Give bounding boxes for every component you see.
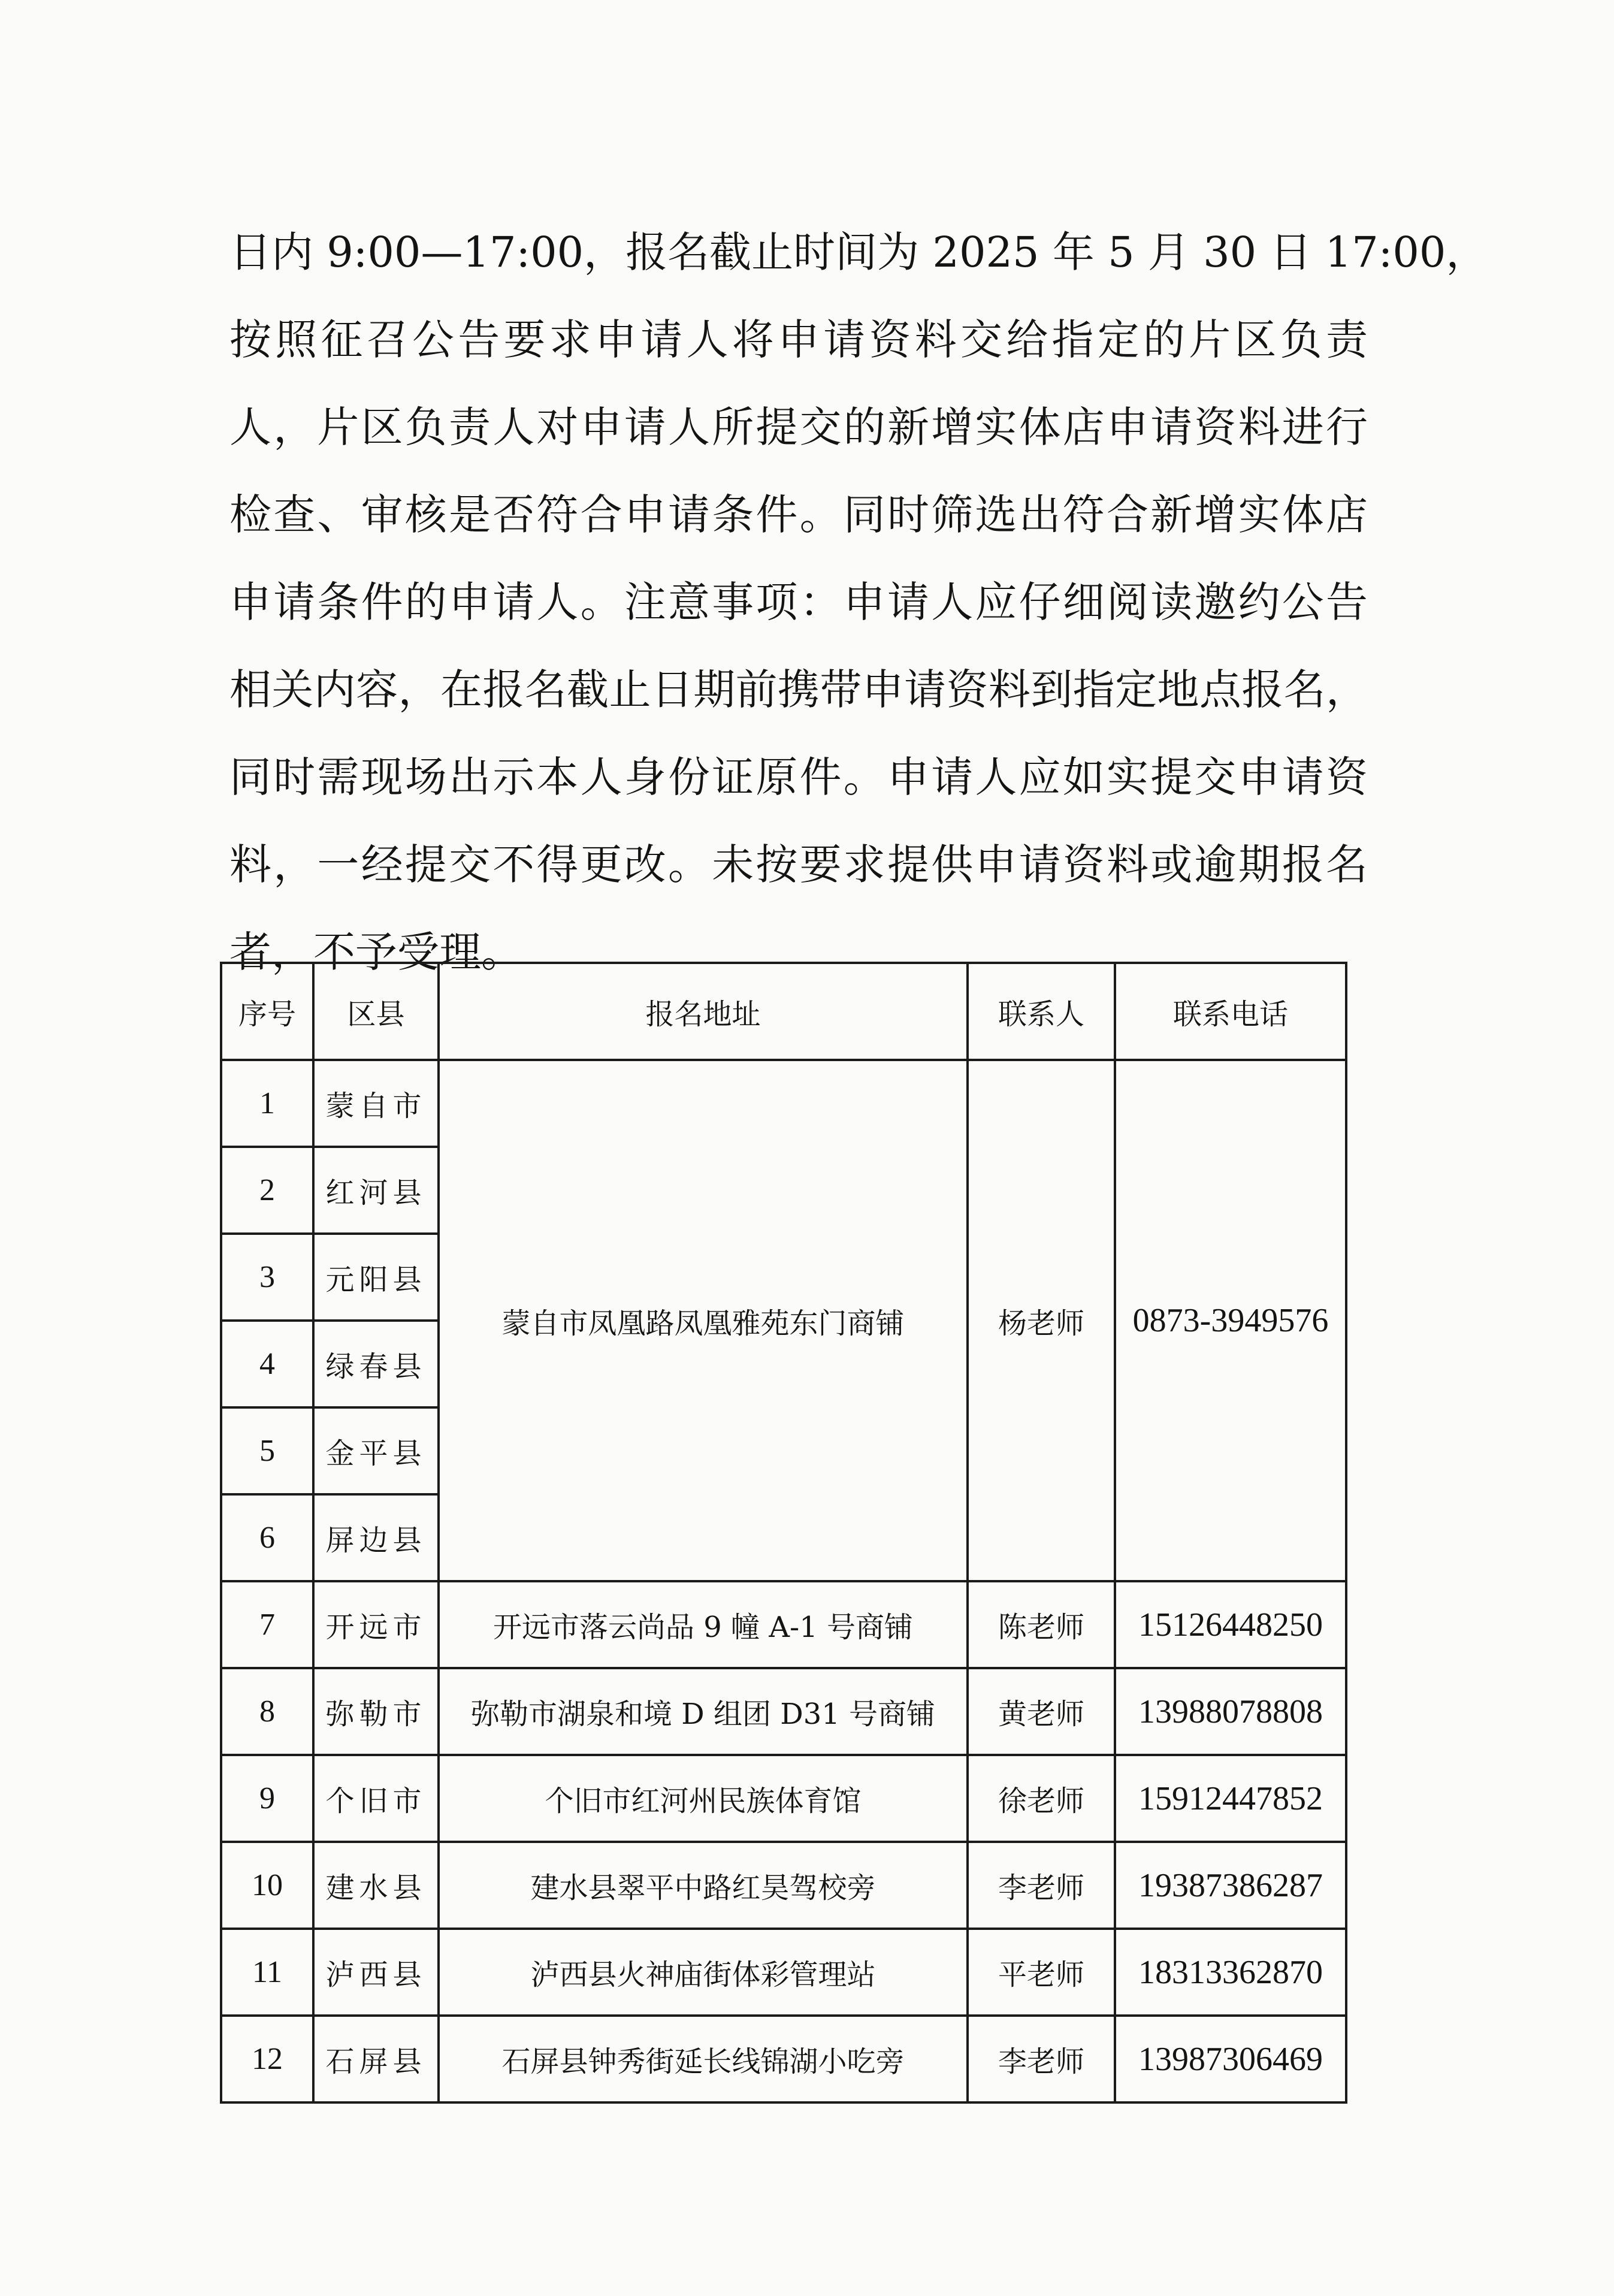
- row-contact: 黄老师: [968, 1668, 1115, 1755]
- signup-location-table: [220, 962, 1347, 2104]
- table-row: [221, 1755, 1346, 1842]
- header-county: 区县: [313, 963, 439, 1060]
- table-row: [221, 1668, 1346, 1755]
- table-row: [221, 1842, 1346, 1929]
- row-address: 建水县翠平中路红昊驾校旁: [439, 1842, 968, 1929]
- row-address: 弥勒市湖泉和境 D 组团 D31 号商铺: [439, 1668, 968, 1755]
- table-row: [221, 1060, 1346, 1147]
- row-address: 个旧市红河州民族体育馆: [439, 1755, 968, 1842]
- row-no: 9: [221, 1755, 313, 1842]
- row-no: 12: [221, 2016, 313, 2102]
- row-no: 10: [221, 1842, 313, 1929]
- header-no: 序号: [221, 963, 313, 1060]
- row-county: 绿春县: [313, 1321, 439, 1407]
- row-phone: 15912447852: [1115, 1755, 1346, 1842]
- row-no: 5: [221, 1407, 313, 1494]
- row-county: 元阳县: [313, 1234, 439, 1321]
- row-address: 开远市落云尚品 9 幢 A-1 号商铺: [439, 1581, 968, 1668]
- row-county: 弥勒市: [313, 1668, 439, 1755]
- row-contact: 徐老师: [968, 1755, 1115, 1842]
- shared-phone-cell: 0873-3949576: [1115, 1060, 1346, 1581]
- row-no: 8: [221, 1668, 313, 1755]
- row-address: 石屏县钟秀街延长线锦湖小吃旁: [439, 2016, 968, 2102]
- row-county: 金平县: [313, 1407, 439, 1494]
- row-county: 蒙自市: [313, 1060, 439, 1147]
- row-contact: 李老师: [968, 1842, 1115, 1929]
- row-contact: 平老师: [968, 1929, 1115, 2016]
- row-no: 1: [221, 1060, 313, 1147]
- paragraph-line: 相关内容，在报名截止日期前携带申请资料到指定地点报名，: [229, 665, 1368, 714]
- table-header-row: [221, 963, 1346, 1060]
- row-phone: 19387386287: [1115, 1842, 1346, 1929]
- paragraph-line: 料，一经提交不得更改。未按要求提供申请资料或逾期报名: [229, 840, 1368, 889]
- row-no: 6: [221, 1494, 313, 1581]
- row-address: 泸西县火神庙街体彩管理站: [439, 1929, 968, 2016]
- row-no: 7: [221, 1581, 313, 1668]
- row-no: 3: [221, 1234, 313, 1321]
- header-address: 报名地址: [439, 963, 968, 1060]
- row-no: 4: [221, 1321, 313, 1407]
- row-contact: 陈老师: [968, 1581, 1115, 1668]
- header-contact: 联系人: [968, 963, 1115, 1060]
- row-no: 2: [221, 1147, 313, 1234]
- row-county: 屏边县: [313, 1494, 439, 1581]
- row-phone: 13987306469: [1115, 2016, 1346, 2102]
- table-row: [221, 2016, 1346, 2102]
- row-county: 泸西县: [313, 1929, 439, 2016]
- shared-contact-cell: 杨老师: [968, 1060, 1115, 1581]
- paragraph-line: 日内 9:00—17:00，报名截止时间为 2025 年 5 月 30 日 17:00，: [229, 228, 1488, 277]
- table-row: [221, 1581, 1346, 1668]
- paragraph-line: 同时需现场出示本人身份证原件。申请人应如实提交申请资: [229, 753, 1368, 802]
- row-phone: 15126448250: [1115, 1581, 1346, 1668]
- row-contact: 李老师: [968, 2016, 1115, 2102]
- row-county: 个旧市: [313, 1755, 439, 1842]
- row-county: 开远市: [313, 1581, 439, 1668]
- paragraph-line: 人，片区负责人对申请人所提交的新增实体店申请资料进行: [229, 403, 1368, 452]
- row-county: 石屏县: [313, 2016, 439, 2102]
- paragraph-line: 者，不予受理。: [229, 928, 523, 977]
- paragraph-line: 申请条件的申请人。注意事项：申请人应仔细阅读邀约公告: [229, 578, 1368, 627]
- row-county: 建水县: [313, 1842, 439, 1929]
- row-county: 红河县: [313, 1147, 439, 1234]
- shared-address-cell: 蒙自市凤凰路凤凰雅苑东门商铺: [439, 1060, 968, 1581]
- row-phone: 18313362870: [1115, 1929, 1346, 2016]
- header-phone: 联系电话: [1115, 963, 1346, 1060]
- paragraph-line: 检查、审核是否符合申请条件。同时筛选出符合新增实体店: [229, 490, 1368, 539]
- row-phone: 13988078808: [1115, 1668, 1346, 1755]
- table-row: [221, 1929, 1346, 2016]
- row-no: 11: [221, 1929, 313, 2016]
- notice-paragraph: [229, 209, 1488, 996]
- paragraph-line: 按照征召公告要求申请人将申请资料交给指定的片区负责: [229, 315, 1368, 364]
